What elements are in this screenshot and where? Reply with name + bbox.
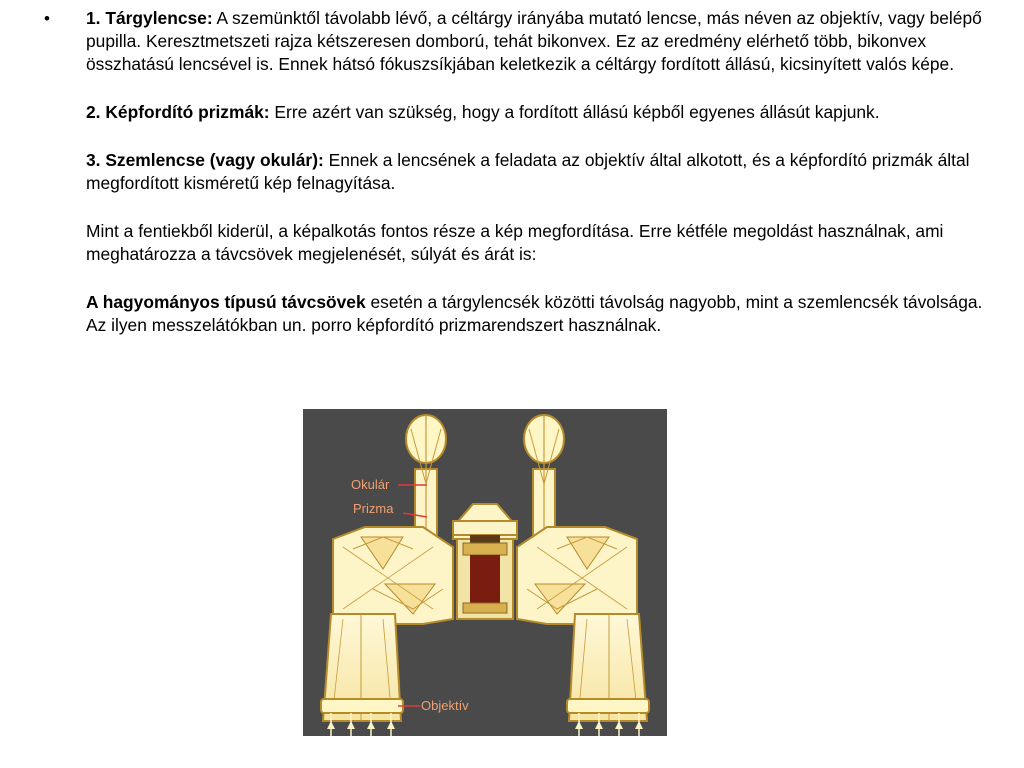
paragraph-body: Erre azért van szükség, hogy a fordított állású képből egyenes állásút kapjunk. bbox=[269, 102, 880, 122]
label-objektiv: Objektív bbox=[421, 698, 469, 713]
paragraph-body: esetén a tárgylencsék közötti távolság nagyobb, mint a szemlencsék távolsága. Az ilyen messzelátókban un. porro képfordító prizmarendszert használnak. bbox=[86, 292, 983, 335]
paragraph-body: Ennek a lencsének a feladata az objektív által alkotott, és a képfordító prizmák által megfordított kisméretű kép felnagyítása. bbox=[86, 150, 970, 193]
paragraph-heading: A hagyományos típusú távcsövek bbox=[86, 292, 366, 312]
paragraph-kepfordito-prizmak bbox=[86, 101, 986, 124]
paragraph-szemlencse bbox=[86, 149, 986, 195]
central-hinge bbox=[453, 504, 517, 619]
right-barrel bbox=[517, 415, 649, 736]
paragraph-targylencse bbox=[86, 7, 986, 76]
paragraph-heading: 1. Tárgylencse: bbox=[86, 8, 213, 28]
text-content bbox=[86, 7, 986, 362]
paragraph-hagyomanyos-tavcsovek bbox=[86, 291, 986, 337]
paragraph-body: Mint a fentiekből kiderül, a képalkotás fontos része a kép megfordítása. Erre kétféle megoldást használnak, ami meghatározza a távcsövek megjelenését, súlyát és árát is: bbox=[86, 221, 944, 264]
paragraph-kepalkotas bbox=[86, 220, 986, 266]
label-okular: Okulár bbox=[351, 477, 390, 492]
label-prizma: Prizma bbox=[353, 501, 394, 516]
paragraph-heading: 2. Képfordító prizmák: bbox=[86, 102, 270, 122]
paragraph-body: A szemünktől távolabb lévő, a céltárgy irányába mutató lencse, más néven az objektív, vagy belépő pupilla. Keresztmetszeti rajza kétszeresen domború, tehát bikonvex. Ez az eredmény elérhető több, bikonvex összhatású lencsével is. Ennek hátsó fókuszsíkjában keletkezik a céltárgy fordított állású, kicsinyített valós képe. bbox=[86, 8, 982, 74]
paragraph-heading: 3. Szemlencse (vagy okulár): bbox=[86, 150, 324, 170]
bullet-marker: • bbox=[44, 9, 50, 28]
binocular-diagram bbox=[303, 409, 667, 736]
left-barrel bbox=[321, 415, 453, 736]
